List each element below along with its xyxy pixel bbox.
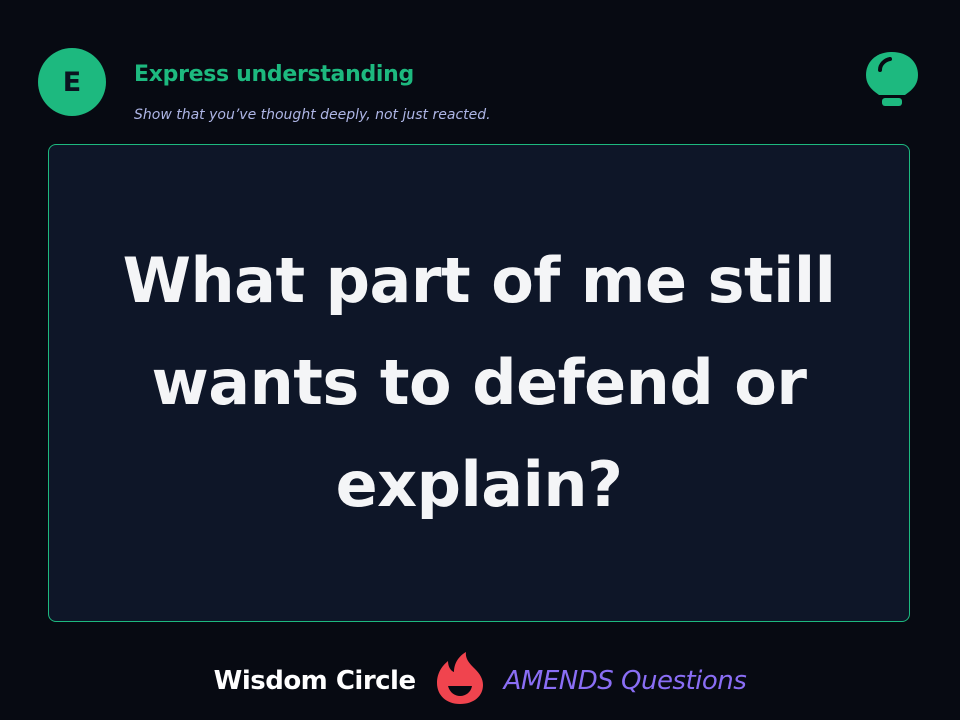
lightbulb-icon	[862, 50, 922, 108]
question-card	[48, 144, 910, 622]
brand-name: Wisdom Circle	[213, 666, 416, 696]
question-text: What part of me still wants to defend or explain?	[122, 244, 836, 521]
letter-badge	[38, 48, 106, 116]
tagline: AMENDS Questions	[503, 666, 747, 696]
section-title: Express understanding	[134, 62, 414, 87]
footer	[0, 648, 960, 714]
section-subtitle: Show that you’ve thought deeply, not just reacted.	[134, 107, 491, 123]
badge-letter: E	[62, 66, 82, 98]
flame-icon	[434, 651, 486, 705]
